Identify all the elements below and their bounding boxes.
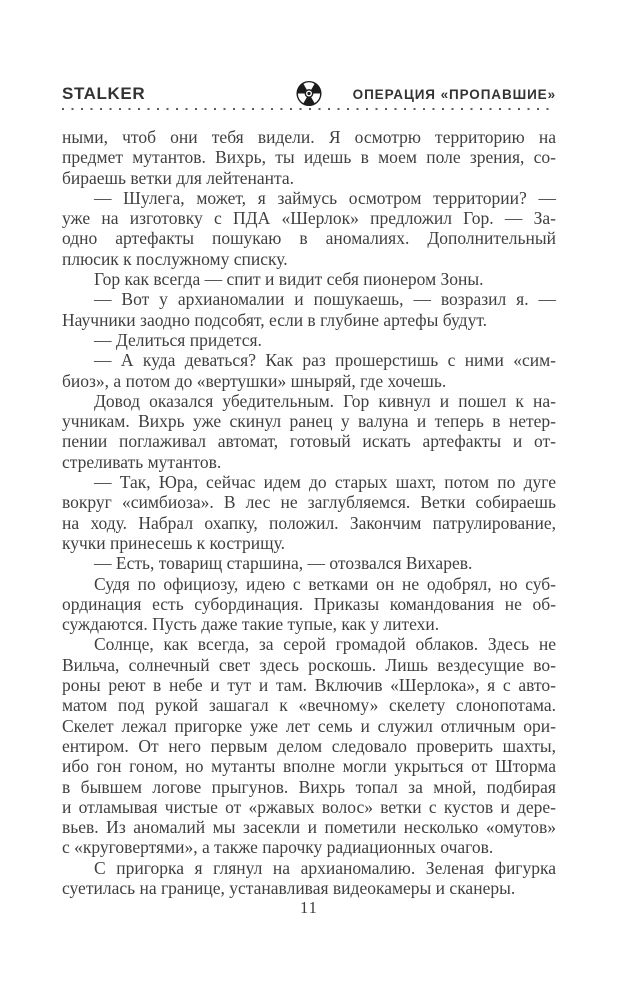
text-line: плюсик к послужному списку. xyxy=(62,248,288,269)
text-line: на ходу. Набрал охапку, положил. Закончим патрулирование, xyxy=(62,512,556,533)
paragraph xyxy=(62,553,556,573)
paragraph xyxy=(62,858,556,899)
paragraph xyxy=(62,127,556,188)
text-line: Гор как всегда — спит и видит себя пионером Зоны. xyxy=(94,269,484,290)
text-line: Солнце, как всегда, за серой громадой облаков. Здесь не xyxy=(94,634,556,655)
text-line: ентиром. От него первым делом следовало проверить шахты, xyxy=(62,735,556,756)
text-line: и отламывая чистые от «ржавых волос» ветки с кустов и дере- xyxy=(62,796,556,817)
paragraph xyxy=(62,350,556,391)
text-line: стреливать мутантов. xyxy=(62,451,222,472)
text-line: ибо гон гоном, но мутанты вполне могли укрыться от Шторма xyxy=(62,756,556,777)
text-line: роны реют в небе и тут и там. Включив «Шерлока», я с авто- xyxy=(62,675,556,696)
radiation-icon xyxy=(289,80,330,107)
text-line: Вильча, солнечный свет здесь роскошь. Лишь вездесущие во- xyxy=(62,654,556,675)
text-line: в бывшем логове прыгунов. Вихрь топал за мной, подбирая xyxy=(62,776,556,797)
header-book-title: ОПЕРАЦИЯ «ПРОПАВШИЕ» xyxy=(352,87,556,102)
paragraph xyxy=(62,634,556,857)
text-line: суждаются. Пусть даже такие тупые, как у литехи. xyxy=(62,614,440,635)
paragraph xyxy=(62,188,556,269)
text-line: — А куда деваться? Как раз прошерстишь с ними «сим- xyxy=(94,350,556,371)
page-number: 11 xyxy=(300,898,318,917)
text-line: кучки принесешь к кострищу. xyxy=(62,532,285,553)
text-line: ными, чтоб они тебя видели. Я осмотрю территорию на xyxy=(62,127,556,147)
paragraph xyxy=(62,391,556,472)
page-text xyxy=(62,127,556,898)
text-line: с «круговертями», а также парочку радиационных очагов. xyxy=(62,837,494,858)
text-line: — Так, Юра, сейчас идем до старых шахт, потом по дуге xyxy=(94,472,556,493)
text-line: Судя по официозу, идею с ветками он не одобрял, но суб- xyxy=(94,573,556,594)
text-line: — Шулега, может, я займусь осмотром территории? — xyxy=(94,187,556,208)
text-line: учникам. Вихрь уже скинул ранец у валуна и теперь в нетер- xyxy=(62,411,556,432)
text-line: — Вот у архианомалии и пошукаешь, — возразил я. — xyxy=(94,289,556,310)
text-line: — Есть, товарищ старшина, — отозвался Вихарев. xyxy=(94,553,473,574)
text-line: матом под рукой зашагал к «вечному» скелету слонопотама. xyxy=(62,695,556,716)
text-line: вьев. Из аномалий мы засекли и пометили несколько «омутов» xyxy=(62,817,556,838)
text-line: С пригорка я глянул на архианомалию. Зеленая фигурка xyxy=(94,857,556,878)
text-line: одно артефакты пошукаю в аномалиях. Дополнительный xyxy=(62,228,556,249)
text-line: вокруг «симбиоза». В лес не заглубляемся. Ветки собираешь xyxy=(62,492,556,513)
text-line: бираешь ветки для лейтенанта. xyxy=(62,167,295,188)
text-line: предмет мутантов. Вихрь, ты идешь в моем поле зрения, со- xyxy=(62,147,556,168)
text-line: — Делиться придется. xyxy=(94,329,262,350)
header-dotted-rule xyxy=(62,108,556,110)
text-line: Научники заодно подсобят, если в глубине артефы будут. xyxy=(62,309,488,330)
paragraph xyxy=(62,472,556,553)
text-line: Довод оказался убедительным. Гор кивнул и пошел к на- xyxy=(94,390,556,411)
text-line: уже на изготовку с ПДА «Шерлок» предложил Гор. — За- xyxy=(62,208,556,229)
paragraph xyxy=(62,289,556,330)
paragraph xyxy=(62,330,556,350)
page-header xyxy=(62,84,556,110)
header-series-title: STALKER xyxy=(62,84,146,103)
paragraph xyxy=(62,574,556,635)
text-line: ординация есть субординация. Приказы командования не об- xyxy=(62,593,556,614)
text-line: пении поглаживал автомат, готовый искать артефакты и от- xyxy=(62,431,556,452)
text-line: биоз», а потом до «вертушки» шныряй, где хочешь. xyxy=(62,370,447,391)
paragraph xyxy=(62,269,556,289)
text-line: Скелет лежал пригорке уже лет семь и служил отличным ори- xyxy=(62,715,556,736)
text-line: суетилась на границе, устанавливая видеокамеры и сканеры. xyxy=(62,877,516,898)
